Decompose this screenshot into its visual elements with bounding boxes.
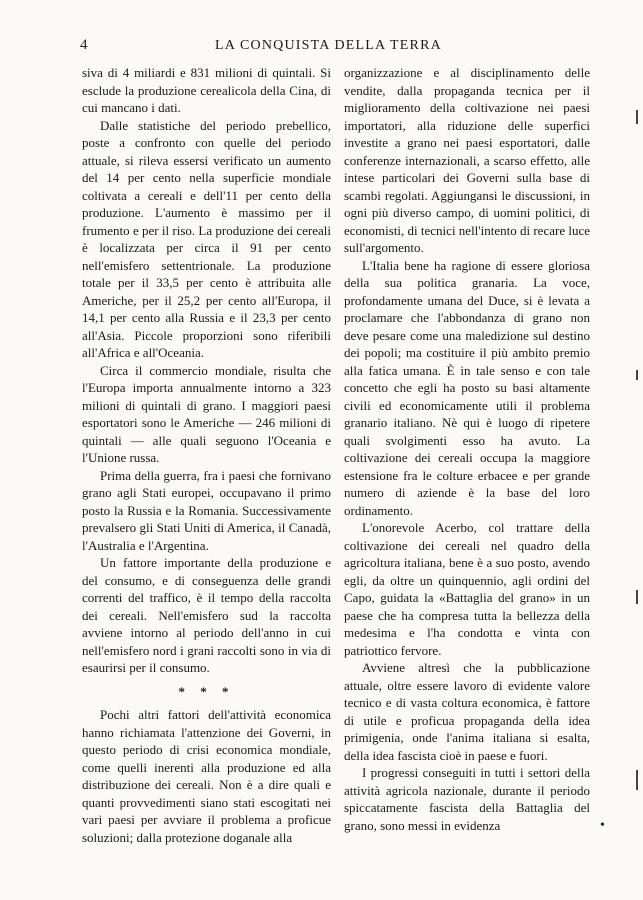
margin-mark: • — [600, 818, 605, 833]
paragraph: organizzazione e al disciplinamento delle vendite, dalla propaganda tecnica per il miglioramento della coltivazione nei paesi importatori, alla riduzione delle superfici investite a grano nei paesi esportatori, dalle conferenze internazionali, a scarso effetto, alle intese particolari dei Governi sulla base di scambi regolati. Aggiungansi le discussioni, in ogni più diverso campo, di uomini politici, di economisti, di tecnici nell'intento di recare luce sull'argomento. — [344, 65, 590, 255]
paragraph: Avviene altresì che la pubblicazione attuale, oltre essere lavoro di evidente valore tecnico e di vasta coltura economica, è fattore di utile e proficua propaganda della idea primigenia, onde l'anima italiana si esalta, della idea fascista cioè in paese e fuori. — [344, 660, 590, 763]
paragraph: Un fattore importante della produzione e del consumo, e di conseguenza delle grandi correnti del traffico, è il tempo della raccolta dei cereali. Nell'emisfero sud la raccolta avviene intorno al periodo dell'anno in cui nell'emisfero nord i grani raccolti sono in via di esaurirsi per il consumo. — [82, 555, 331, 675]
scan-edge-mark — [636, 590, 638, 604]
left-column — [82, 64, 331, 846]
paragraph: Dalle statistiche del periodo prebellico, poste a confronto con quelle del periodo attuale, si rileva essersi verificato un aumento del 14 per cento nella superficie mondiale coltivata a cereali e dell'11 per cento della produzione. L'aumento è massimo per il frumento e per il riso. La produzione dei cereali è localizzata per circa il 91 per cento nell'emisfero settentrionale. La produzione totale per il 33,5 per cento è attribuita alle Americhe, per il 25,2 per cento all'Europa, il 14,1 per cento alla Russia e il 23,3 per cento all'Asia. Piccole proporzioni sono riferibili all'Africa e all'Oceania. — [82, 117, 331, 360]
scan-edge-mark — [636, 770, 638, 790]
paragraph: Pochi altri fattori dell'attività economica hanno richiamata l'attenzione dei Governi, in questo periodo di crisi economica mondiale, come quelli inerenti alla produzione ed alla distribuzione dei cereali. Non è a dire quali e quanti provvedimenti siano stati escogitati nei vari paesi per avviare il problema a proficue soluzioni; dalla protezione doganale alla — [82, 707, 331, 845]
scan-edge-mark — [636, 110, 638, 124]
paragraph: L'onorevole Acerbo, col trattare della coltivazione dei cereali nel quadro della agricoltura italiana, bene è a suo posto, avendo egli, da oltre un quinquennio, agli ordini del Capo, guidata la «Battaglia del grano» in un paese che ha compresa tutta la bellezza della medesima e l'ha condotta e vinta con patriottico fervore. — [344, 520, 590, 658]
page-number: 4 — [80, 37, 88, 53]
running-head: LA CONQUISTA DELLA TERRA — [215, 38, 442, 53]
paragraph: siva di 4 miliardi e 831 milioni di quintali. Si esclude la produzione cerealicola della Cina, di cui mancano i dati. — [82, 65, 331, 115]
paragraph: Prima della guerra, fra i paesi che fornivano grano agli Stati europei, occupavano il primo posto la Russia e la Romania. Successivamente prevalsero gli Stati Uniti di America, il Canadà, l'Australia e l'Argentina. — [82, 467, 331, 553]
section-separator: * * * — [178, 683, 235, 699]
scan-edge-mark — [636, 370, 638, 380]
paragraph: I progressi conseguiti in tutti i settori della attività agricola nazionale, durante il periodo spiccatamente fascista della Battaglia del grano, sono messi in evidenza — [344, 765, 590, 833]
paragraph: Circa il commercio mondiale, risulta che l'Europa importa annualmente intorno a 323 milioni di quintali di grano. I maggiori paesi esportatori sono le Americhe — 246 milioni di quintali — alle quali seguono l'Oceania e l'Unione russa. — [82, 362, 331, 465]
right-column — [344, 64, 590, 834]
paragraph: L'Italia bene ha ragione di essere gloriosa della sua politica granaria. La voce, profondamente umana del Duce, si è levata a proclamare che l'abbondanza di grano non deve pesare come una maledizione sul destino dei popoli; ma costituire il più ambito premio alla fatica umana. È in tale senso e con tale concetto che egli ha posto su basi altamente civili ed economicamente utili il problema granario italiano. Nè qui è luogo di ripetere quali svolgimenti esso ha avuto. La coltivazione dei cereali occupa la maggiore estensione fra le colture erbacee e per grande numero di aziende è la base del loro ordinamento. — [344, 257, 590, 518]
